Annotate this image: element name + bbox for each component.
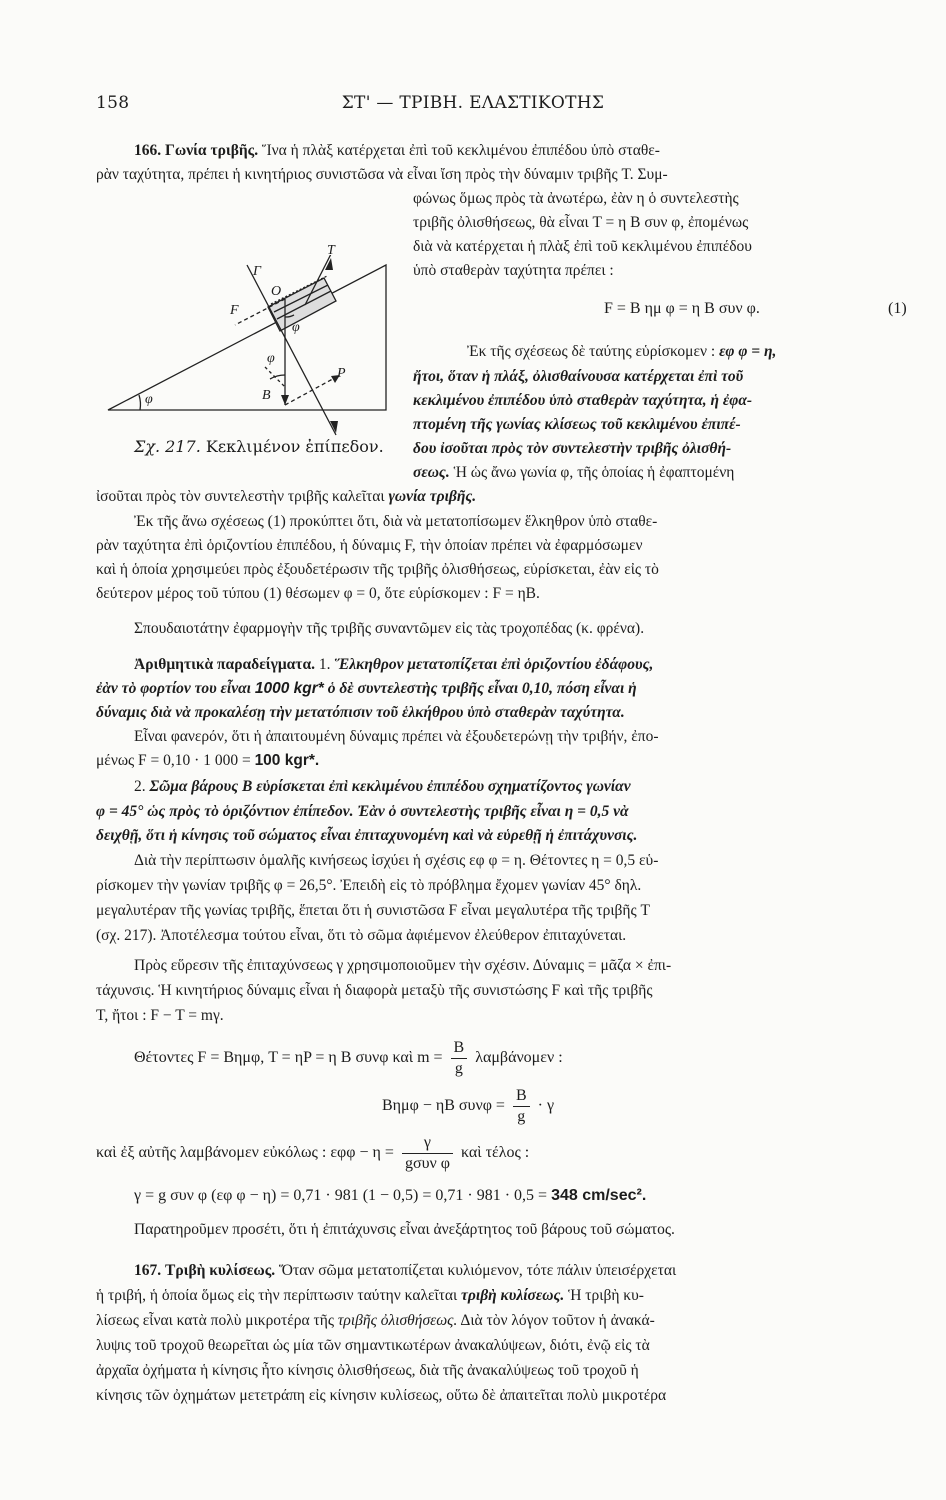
section-166-line-17: δεύτερον μέρος τοῦ τύπου (1) θέσωμεν φ = 0, ὅτε εὑρίσκομεν : F = ηB. — [96, 585, 540, 602]
examples-line-10: ρίσκομεν τὴν γωνίαν τριβῆς φ = 26,5°. Ἐπειδὴ εἰς τὸ πρόβλημα ἔχομεν γωνίαν 45° δηλ. — [96, 877, 642, 894]
label-T: T — [327, 243, 335, 258]
examples-line-9: Διὰ τὴν περίπτωσιν ὁμαλῆς κινήσεως ἰσχύει ἡ σχέσις εφ φ = η. Θέτοντες η = 0,5 εὑ- — [134, 852, 659, 869]
examples-line-15: T, ἤτοι : F − T = mγ. — [96, 1007, 224, 1024]
fraction-numerator: B — [513, 1086, 530, 1107]
figure-number: Σχ. 217. — [134, 437, 201, 456]
section-166-line-9: κεκλιμένου ἐπιπέδου ὑπὸ σταθερὰν ταχύτητα, ἡ ἐφα- — [413, 392, 753, 409]
section-167-line-1 — [134, 1260, 676, 1282]
text-span: Bημφ − ηB συνφ = — [382, 1097, 505, 1115]
examples-line-8: δειχθῇ, ὅτι ἡ κίνησις τοῦ σώματος εἶναι ἐπιταχυνομένη καὶ νὰ εὑρεθῇ ἡ ἐπιτάχυνσις. — [96, 827, 638, 844]
examples-line-3: δύναμις διὰ νὰ προκαλέσῃ τὴν μετατόπισιν τοῦ ἑλκήθρου ὑπὸ σταθερὰν ταχύτητα. — [96, 704, 625, 721]
fraction-numerator: γ — [402, 1133, 453, 1154]
text-span: καὶ τέλος : — [460, 1144, 530, 1162]
section-166-title: Γωνία τριβῆς. — [165, 142, 259, 159]
section-166-line-5: διὰ νὰ κατέρχεται ἡ πλὰξ ἐπὶ τοῦ κεκλιμένου ἐπιπέδου — [413, 238, 752, 255]
text-span: ἐὰν τὸ φορτίον του εἶναι — [96, 680, 251, 697]
fraction — [451, 1038, 468, 1079]
section-166-line-7 — [467, 341, 776, 363]
section-166-number: 166. — [134, 142, 162, 159]
equation-5 — [134, 1187, 646, 1205]
examples-line-16: Παρατηροῦμεν προσέτι, ὅτι ἡ ἐπιτάχυνσις εἶναι ἀνεξάρτητος τοῦ βάρους τοῦ σώματος. — [134, 1221, 675, 1238]
key-equation: εφ φ = η, — [719, 343, 777, 360]
page-number: 158 — [96, 93, 130, 113]
examples-line-2 — [96, 678, 637, 700]
text-span: μένως — [96, 752, 135, 769]
equation-1: F = B ημ φ = η B συν φ. — [604, 300, 760, 317]
text-span: · γ — [537, 1097, 555, 1115]
text-span: Ὅταν σῶμα μετατοπίζεται κυλιόμενον, τότε πάλιν ὑπεισέρχεται — [279, 1262, 677, 1279]
section-166-line-4: τριβῆς ὀλισθήσεως, θὰ εἶναι T = η B συν φ, ἐπομένως — [413, 214, 749, 231]
text-span: Ἡ ὡς ἄνω γωνία φ, τῆς ὁποίας ἡ ἐφαπτομένη — [453, 464, 735, 481]
term-rolling-friction: τριβὴ κυλίσεως. — [461, 1287, 565, 1304]
term-friction-angle: γωνία τριβῆς. — [388, 488, 477, 505]
section-167-line-3 — [96, 1310, 655, 1332]
section-166-line-14: Ἐκ τῆς ἄνω σχέσεως (1) προκύπτει ὅτι, διὰ νὰ μετατοπίσωμεν ἕλκηθρον ὑπὸ σταθε- — [134, 513, 658, 530]
text-span: ἰσοῦται πρὸς τὸν συντελεστὴν τριβῆς καλεῖται — [96, 488, 385, 505]
text-span: Σῶμα βάρους B εὑρίσκεται ἐπὶ κεκλιμένου ἐπιπέδου σχηματίζοντος γωνίαν — [149, 778, 631, 795]
examples-line-6 — [134, 776, 631, 798]
text-span: Θέτοντες F = Bημφ, T = ηP = η B συνφ καὶ m = — [134, 1049, 443, 1067]
examples-line-12: (σχ. 217). Ἀποτέλεσμα τούτου εἶναι, ὅτι τὸ σῶμα ἀφιέμενον ἐλεύθερον ἐπιταχύνεται. — [96, 927, 627, 944]
section-166-line-13 — [96, 486, 476, 508]
label-O: O — [271, 284, 282, 299]
text-span: Ἕλκηθρον μετατοπίζεται ἐπὶ ὁριζοντίου ἐδάφους, — [334, 656, 654, 673]
fraction — [513, 1086, 530, 1127]
examples-line-11: μεγαλυτέραν τῆς γωνίας τριβῆς, ἕπεται ὅτι ἡ συνιστῶσα F εἶναι μεγαλυτέρα τῆς τριβῆς T — [96, 902, 650, 919]
result-value: 348 cm/sec². — [551, 1187, 647, 1204]
examples-line-7: φ = 45° ὡς πρὸς τὸ ὁριζόντιον ἐπίπεδον. Ἐὰν ὁ συντελεστὴς τριβῆς εἶναι η = 0,5 νὰ — [96, 803, 629, 820]
text-span: καὶ ἐξ αὐτῆς λαμβάνομεν εὐκόλως : εφφ − η = — [96, 1144, 394, 1162]
examples-line-5 — [96, 750, 319, 772]
text-span: γ = g συν φ (εφ φ − η) = 0,71 · 981 (1 − 0,5) = 0,71 · 981 · 0,5 = — [134, 1187, 548, 1204]
example-2-number: 2. — [134, 778, 146, 795]
section-166-line-16: καὶ ἡ ὁποία χρησιμεύει πρὸς ἐξουδετέρωσιν τῆς τριβῆς ὀλισθήσεως, εὑρίσκεται, ἐὰν εἰς τὸ — [96, 561, 659, 578]
section-166-line-18: Σπουδαιοτάτην ἐφαρμογὴν τῆς τριβῆς συναντῶμεν εἰς τὰς τροχοπέδας (κ. φρένα). — [134, 620, 645, 637]
equation-2 — [134, 1038, 563, 1079]
fraction-numerator: B — [451, 1038, 468, 1059]
text-span: Ἵνα ἡ πλὰξ κατέρχεται ἐπὶ τοῦ κεκλιμένου ἐπιπέδου ὑπὸ σταθε- — [261, 142, 660, 159]
section-167-line-5: ἀρχαῖα ὀχήματα ἡ κίνησις ἦτο κίνησις ὀλισθήσεως, διὰ τῆς ἀνακαλύψεως τοῦ τροχοῦ ἡ — [96, 1362, 639, 1379]
answer-value: 100 kgr*. — [254, 752, 320, 769]
section-166-line-12 — [413, 462, 734, 484]
section-166-line-10: πτομένη τῆς γωνίας κλίσεως τοῦ κεκλιμένου ἐπιπέ- — [413, 416, 741, 433]
label-P: P — [337, 366, 346, 381]
label-B: B — [262, 388, 271, 403]
section-167-title: Τριβὴ κυλίσεως. — [165, 1262, 276, 1279]
label-phi-top: φ — [292, 320, 300, 335]
equation-1-number: (1) — [888, 300, 907, 317]
examples-line-4: Εἶναι φανερόν, ὅτι ἡ ἀπαιτουμένη δύναμις πρέπει νὰ ἐξουδετερώνῃ τὴν τριβήν, ἐπο- — [134, 728, 659, 745]
load-value: 1000 kgr* — [254, 680, 324, 697]
example-1-number: 1. — [318, 656, 331, 673]
normal-component — [285, 375, 340, 405]
text-span: F = 0,10 · 1 000 = — [138, 752, 251, 769]
fraction-denominator: g — [517, 1108, 526, 1125]
text-span: Ἡ τριβὴ κυ- — [568, 1287, 644, 1304]
fraction-denominator: gσυν φ — [404, 1155, 450, 1172]
fraction-denominator: g — [454, 1060, 463, 1077]
label-phi-base: φ — [145, 392, 153, 407]
text-span: Ἐκ τῆς σχέσεως δὲ ταύτης εὑρίσκομεν : — [467, 343, 716, 360]
section-166-line-1 — [134, 140, 660, 162]
examples-heading: Ἀριθμητικὰ παραδείγματα. — [134, 656, 315, 673]
text-span: ἡ τριβή, ἡ ὁποία ὅμως εἰς τὴν περίπτωσιν ταύτην καλεῖται — [96, 1287, 458, 1304]
section-166-line-15: ρὰν ταχύτητα ἐπὶ ὁριζοντίου ἐπιπέδου, ἡ δύναμις F, τὴν ὁποίαν πρέπει νὰ ἐφαρμόσωμεν — [96, 537, 643, 554]
section-166-line-8: ἤτοι, ὅταν ἡ πλάξ, ὀλισθαίνουσα κατέρχεται ἐπὶ τοῦ — [413, 368, 744, 385]
section-167-line-2 — [96, 1285, 644, 1307]
section-166-line-2: ρὰν ταχύτητα, πρέπει ἡ κινητήριος συνιστῶσα νὰ εἶναι ἴση πρὸς τὴν δύναμιν τριβῆς T. Συμ- — [96, 166, 668, 183]
text-span: λίσεως εἶναι κατὰ πολὺ μικροτέρα τῆς — [96, 1312, 334, 1329]
text-span: λαμβάνομεν : — [475, 1049, 563, 1067]
running-title: ΣΤ' — ΤΡΙΒΗ. ΕΛΑΣΤΙΚΟΤΗΣ — [341, 93, 605, 113]
term-sliding-friction: τριβῆς ὀλισθήσεως. — [337, 1312, 458, 1329]
equation-3 — [382, 1086, 554, 1127]
section-166-line-6: ὑπὸ σταθερὰν ταχύτητα πρέπει : — [413, 262, 614, 279]
section-166-line-3: φώνως ὅμως πρὸς τὰ ἀνωτέρω, ἐὰν η ὁ συντελεστὴς — [413, 190, 739, 207]
label-F: F — [230, 303, 239, 318]
section-167-number: 167. — [134, 1262, 162, 1279]
label-phi-middle: φ — [267, 351, 275, 366]
figure-caption-text: Κεκλιμένον ἐπίπεδον. — [205, 437, 384, 456]
section-166-line-11: δου ἰσοῦται πρὸς τὸν συντελεστὴν τριβῆς ὀλισθή- — [413, 440, 732, 457]
examples-line-1 — [134, 654, 653, 676]
text-span: Διὰ τὸν λόγον τοῦτον ἡ ἀνακά- — [460, 1312, 655, 1329]
text-span: ὁ δὲ συντελεστὴς τριβῆς εἶναι 0,10, πόση εἶναι ἡ — [327, 680, 637, 697]
section-167-line-6: κίνησις τῶν ὀχημάτων μετετράπη εἰς κίνησιν κυλίσεως, οὕτω δὲ ἀπαιτεῖται πολὺ μικροτέρα — [96, 1387, 667, 1404]
examples-line-14: τάχυνσις. Ἡ κινητήριος δύναμις εἶναι ἡ διαφορὰ μεταξὺ τῆς συνιστώσης F καὶ τῆς τριβῆς — [96, 982, 653, 999]
text-span: σεως. — [413, 464, 450, 481]
section-167-line-4: λυψις τοῦ τροχοῦ θεωρεῖται ὡς μία τῶν σημαντικωτέρων ἀνακαλύψεων, διότι, ἐνῷ εἰς τὰ — [96, 1337, 650, 1354]
equation-4 — [96, 1133, 529, 1174]
fraction — [402, 1133, 453, 1174]
examples-line-13: Πρὸς εὕρεσιν τῆς ἐπιταχύνσεως γ χρησιμοποιοῦμεν τὴν σχέσιν. Δύναμις = μᾶζα × ἐπι- — [134, 957, 672, 974]
label-gamma: Γ — [253, 264, 261, 279]
figure-caption — [134, 437, 384, 456]
